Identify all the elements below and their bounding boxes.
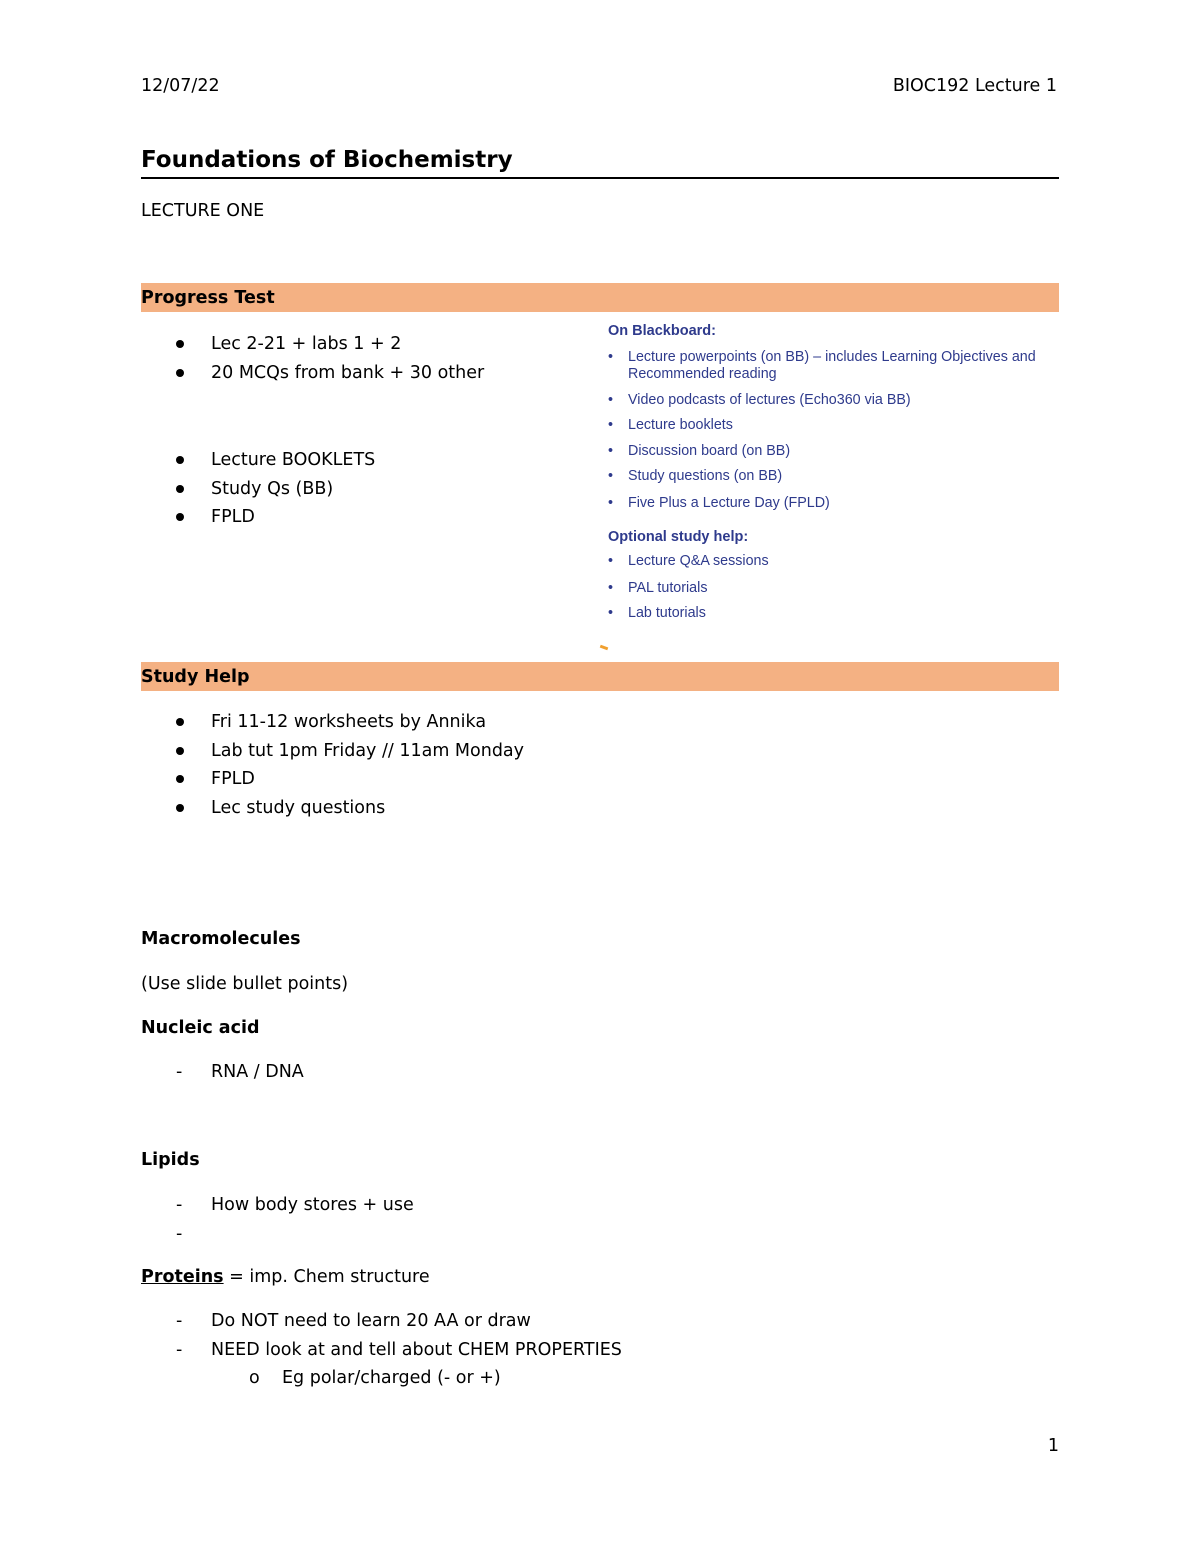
bullet-icon <box>176 456 184 464</box>
nucleic-acid-heading: Nucleic acid <box>141 1018 260 1038</box>
slide-item: • Lecture Q&A sessions <box>608 553 769 569</box>
progress-test-list-b <box>141 448 375 534</box>
slide-heading-optional: Optional study help: <box>608 529 749 545</box>
list-item: Lab tut 1pm Friday // 11am Monday <box>141 739 524 768</box>
list-item: Lecture BOOKLETS <box>141 448 375 477</box>
slide-item: • Study questions (on BB) <box>608 468 783 484</box>
document-subtitle: LECTURE ONE <box>141 201 265 221</box>
list-item: FPLD <box>141 767 524 796</box>
nucleic-acid-list <box>141 1060 304 1089</box>
macromolecules-heading: Macromolecules <box>141 929 301 949</box>
progress-test-list-a <box>141 332 484 389</box>
bullet-icon <box>176 718 184 726</box>
list-item: - Do NOT need to learn 20 AA or draw <box>176 1311 531 1331</box>
study-help-list <box>141 710 524 824</box>
list-item: FPLD <box>141 505 375 534</box>
list-item: - <box>176 1223 183 1244</box>
list-item: Eg polar/charged (- or +) <box>282 1368 501 1388</box>
slide-item: • PAL tutorials <box>608 580 708 596</box>
slide-item: • Lecture booklets <box>608 417 733 433</box>
bullet-icon <box>176 340 184 348</box>
proteins-suffix: = imp. Chem structure <box>223 1267 430 1287</box>
header-date: 12/07/22 <box>141 76 220 96</box>
document-title: Foundations of Biochemistry <box>141 147 513 173</box>
proteins-line <box>141 1265 430 1289</box>
bullet-icon <box>176 747 184 755</box>
list-item: Lec study questions <box>141 796 524 825</box>
lipids-list <box>141 1193 414 1250</box>
slide-item: • Video podcasts of lectures (Echo360 via BB) <box>608 392 911 408</box>
slide-item: • Discussion board (on BB) <box>608 443 791 459</box>
bullet-icon <box>176 513 184 521</box>
bullet-icon <box>176 369 184 377</box>
proteins-heading: Proteins <box>141 1267 224 1287</box>
list-item: - NEED look at and tell about CHEM PROPERTIES <box>176 1339 622 1360</box>
slide-item: • Lab tutorials <box>608 605 706 621</box>
study-help-heading-bar <box>141 662 1059 691</box>
bullet-icon <box>176 775 184 783</box>
list-item: - RNA / DNA <box>176 1062 304 1082</box>
progress-test-heading: Progress Test <box>141 288 275 308</box>
bullet-icon <box>176 804 184 812</box>
page-number: 1 <box>1047 1436 1059 1456</box>
bullet-icon <box>176 485 184 493</box>
proteins-list <box>141 1309 622 1366</box>
list-item: Fri 11-12 worksheets by Annika <box>141 710 524 739</box>
list-item: 20 MCQs from bank + 30 other <box>141 361 484 390</box>
header-course: BIOC192 Lecture 1 <box>892 76 1057 96</box>
lipids-heading: Lipids <box>141 1150 200 1170</box>
progress-test-heading-bar <box>141 283 1059 312</box>
slide-item: • Five Plus a Lecture Day (FPLD) <box>608 495 830 511</box>
slide-screenshot <box>600 318 1070 658</box>
slide-heading-blackboard: On Blackboard: <box>608 323 716 339</box>
study-help-heading: Study Help <box>141 667 250 687</box>
list-item: Study Qs (BB) <box>141 477 375 506</box>
title-underline <box>141 177 1059 179</box>
list-item: Lec 2-21 + labs 1 + 2 <box>141 332 484 361</box>
slide-item: • Lecture powerpoints (on BB) – includes Learning Objectives and Recommended reading <box>608 349 1036 382</box>
macromolecules-note: (Use slide bullet points) <box>141 974 349 994</box>
slide-cursor-mark <box>600 645 609 651</box>
sub-bullet-icon: o <box>249 1368 260 1388</box>
list-item: - How body stores + use <box>176 1195 414 1215</box>
